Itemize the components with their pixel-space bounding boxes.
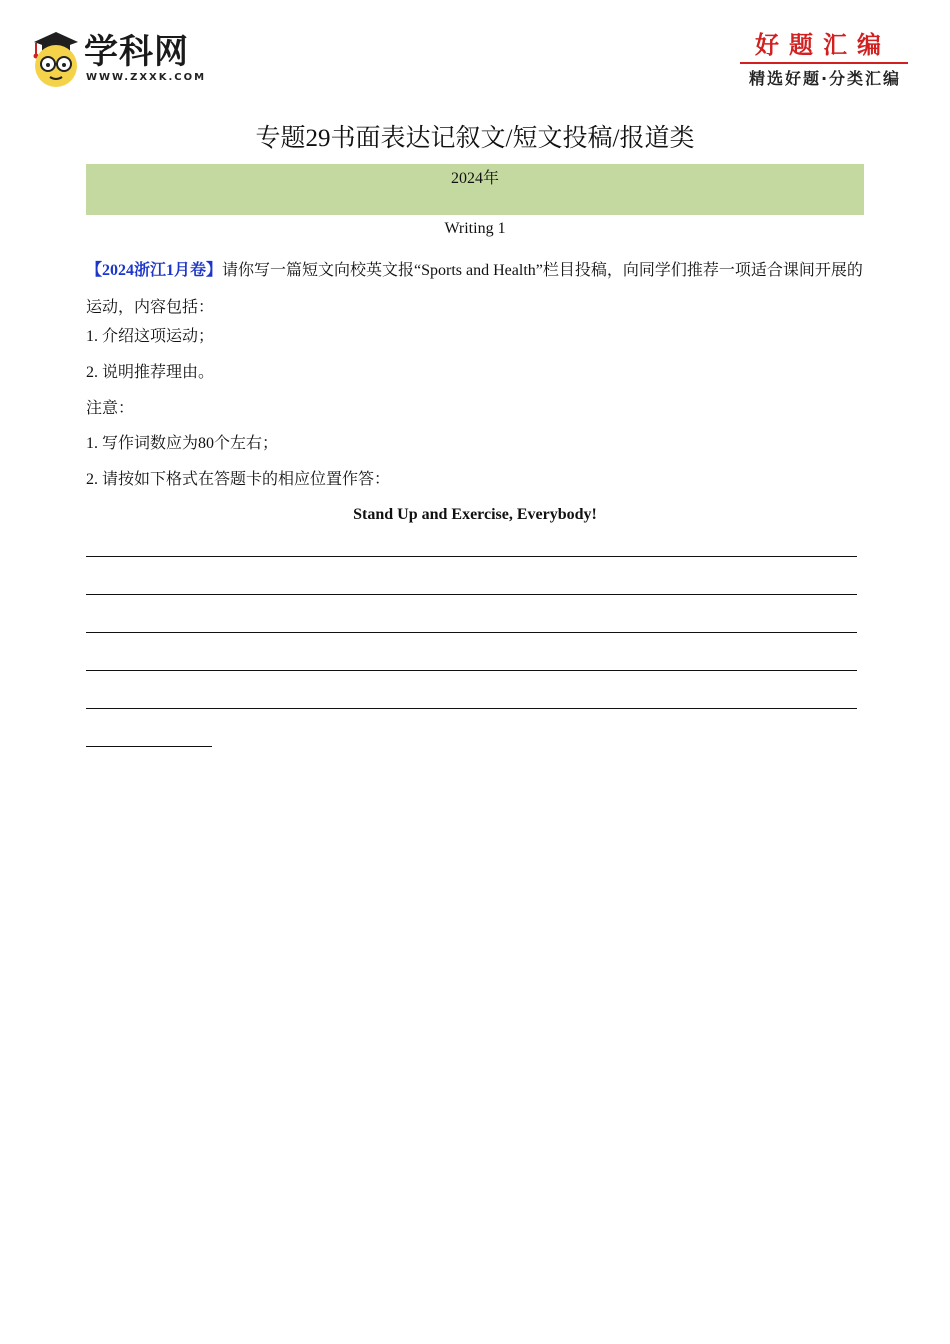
brand-divider [740,62,908,64]
page-header [0,0,950,118]
answer-line [86,632,857,633]
answer-line [86,670,857,671]
writing-label: Writing 1 [444,220,506,237]
answer-line [86,594,857,595]
content-item: 2. 说明推荐理由。 [86,364,215,381]
note-item: 1. 写作词数应为80个左右； [86,435,279,452]
document-title: 专题29书面表达记叙文/短文投稿/报道类 [255,125,695,152]
note-label: 注意： [86,400,135,417]
brand-logo [738,30,914,92]
mascot-icon [30,30,80,88]
brand-title: 好题汇编 [755,31,891,59]
logo-url: WWW.ZXXK.COM [86,72,207,83]
logo-name: 学科网 [84,32,189,72]
year-band [86,164,864,215]
answer-line [86,746,212,747]
year-label: 2024年 [450,170,499,187]
brand-subtitle: 精选好题·分类汇编 [748,69,902,88]
answer-line [86,556,857,557]
source-tag: 【2024浙江1月卷】 [86,262,223,279]
content-item: 1. 介绍这项运动； [86,328,215,345]
essay-title: Stand Up and Exercise, Everybody! [353,506,597,523]
prompt-text: 请你写一篇短文向校英文报“Sports and Health”栏目投稿，向同学们推荐一项适合课间开展的运动，内容包括： [86,262,863,316]
answer-line [86,708,857,709]
note-item: 2. 请按如下格式在答题卡的相应位置作答： [86,471,391,488]
zxxk-logo [30,30,210,90]
prompt-paragraph [86,252,866,326]
